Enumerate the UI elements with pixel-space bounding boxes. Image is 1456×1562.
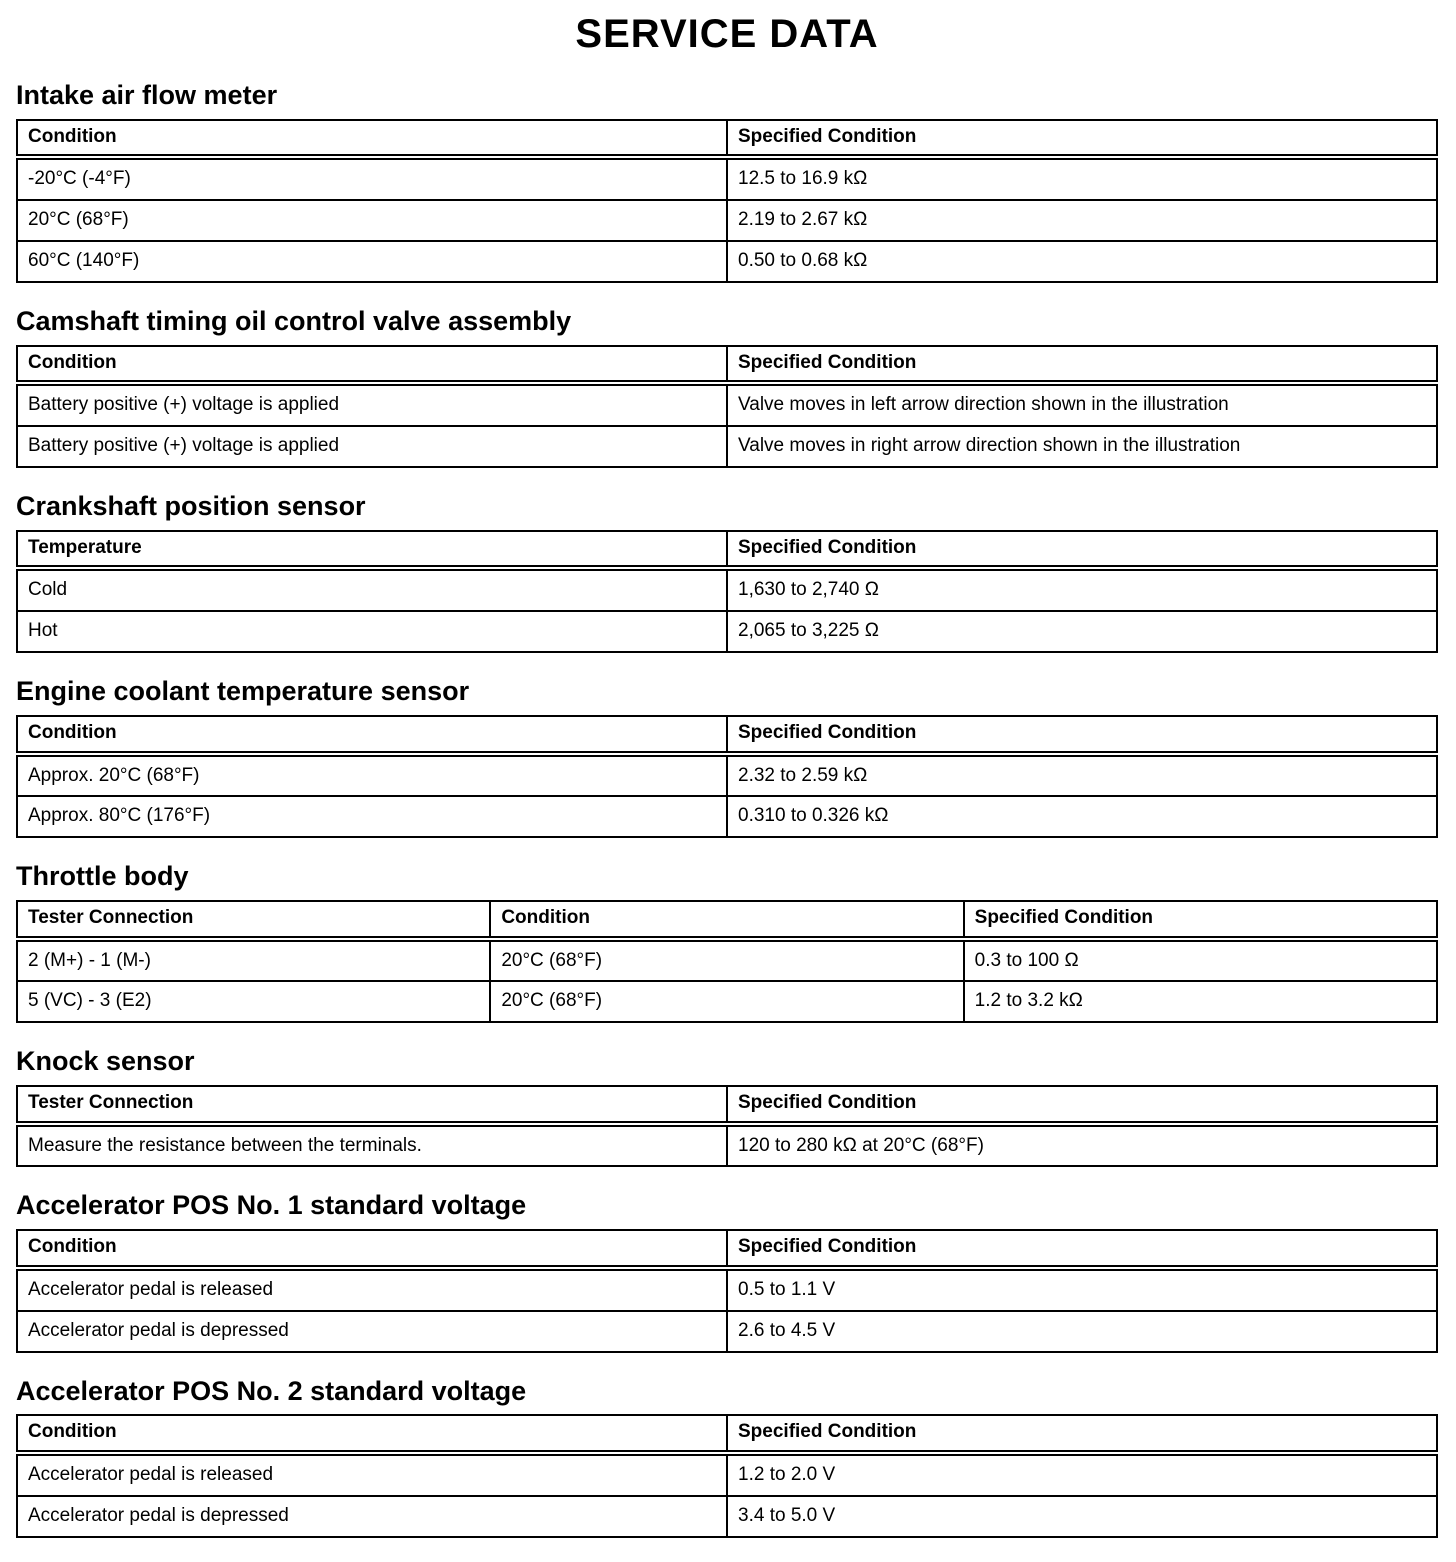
column-header: Specified Condition [727,120,1437,158]
table-cell: -20°C (-4°F) [17,157,727,200]
column-header: Specified Condition [727,1230,1437,1268]
table-header [17,346,1437,384]
table-cell: Approx. 20°C (68°F) [17,754,727,797]
table-row [17,426,1437,467]
table-body [17,754,1437,838]
table-row [17,1311,1437,1352]
table-cell: 20°C (68°F) [17,200,727,241]
header-row [17,120,1437,158]
section-title: Crankshaft position sensor [16,490,366,521]
table-cell: 0.5 to 1.1 V [727,1268,1437,1311]
spec-table [16,119,1438,283]
header-row [17,346,1437,384]
column-header: Tester Connection [17,1086,727,1124]
table-cell: 0.310 to 0.326 kΩ [727,796,1437,837]
table-row [17,383,1437,426]
table-row [17,1453,1437,1496]
column-header: Specified Condition [727,716,1437,754]
table-row [17,157,1437,200]
table-cell: Measure the resistance between the terminals. [17,1124,727,1167]
table-row [17,1124,1437,1167]
table-row [17,1496,1437,1537]
section-title: Engine coolant temperature sensor [16,676,470,707]
spec-table [16,900,1438,1023]
column-header: Specified Condition [727,346,1437,384]
section-title: Accelerator POS No. 1 standard voltage [16,1190,527,1221]
table-cell: Accelerator pedal is depressed [17,1496,727,1537]
table-cell: Battery positive (+) voltage is applied [17,426,727,467]
table-header [17,1086,1437,1124]
header-row [17,901,1437,939]
column-header: Condition [17,346,727,384]
column-header: Specified Condition [727,1415,1437,1453]
table-cell: 2.32 to 2.59 kΩ [727,754,1437,797]
table-cell: Accelerator pedal is depressed [17,1311,727,1352]
sections-container [16,81,1438,1538]
table-cell: 1.2 to 3.2 kΩ [964,981,1437,1022]
column-header: Condition [17,1415,727,1453]
table-row [17,754,1437,797]
table-header [17,716,1437,754]
table-cell: 2.6 to 4.5 V [727,1311,1437,1352]
table-row [17,939,1437,982]
spec-table [16,1229,1438,1352]
table-cell: Approx. 80°C (176°F) [17,796,727,837]
column-header: Condition [17,1230,727,1268]
spec-table [16,1414,1438,1537]
header-row [17,1230,1437,1268]
table-row [17,1268,1437,1311]
table-row [17,981,1437,1022]
header-row [17,716,1437,754]
table-cell: Valve moves in right arrow direction shown in the illustration [727,426,1437,467]
table-cell: 0.3 to 100 Ω [964,939,1437,982]
header-row [17,1086,1437,1124]
table-cell: 20°C (68°F) [490,981,963,1022]
table-row [17,568,1437,611]
table-cell: Accelerator pedal is released [17,1453,727,1496]
header-row [17,1415,1437,1453]
table-cell: 2,065 to 3,225 Ω [727,611,1437,652]
column-header: Temperature [17,531,727,569]
column-header: Tester Connection [17,901,490,939]
table-cell: 20°C (68°F) [490,939,963,982]
table-header [17,531,1437,569]
column-header: Condition [17,120,727,158]
table-body [17,568,1437,652]
table-cell: 1.2 to 2.0 V [727,1453,1437,1496]
section-title: Knock sensor [16,1046,195,1077]
table-cell: 2 (M+) - 1 (M-) [17,939,490,982]
table-cell: 1,630 to 2,740 Ω [727,568,1437,611]
page-title: SERVICE DATA [575,12,879,56]
table-row [17,200,1437,241]
table-cell: Battery positive (+) voltage is applied [17,383,727,426]
table-row [17,611,1437,652]
table-header [17,1415,1437,1453]
table-header [17,1230,1437,1268]
table-header [17,901,1437,939]
spec-table [16,715,1438,838]
table-body [17,1124,1437,1167]
table-cell: 5 (VC) - 3 (E2) [17,981,490,1022]
spec-table [16,1085,1438,1168]
table-cell: Accelerator pedal is released [17,1268,727,1311]
table-row [17,241,1437,282]
section-title: Accelerator POS No. 2 standard voltage [16,1375,527,1406]
column-header: Specified Condition [727,1086,1437,1124]
table-cell: Valve moves in left arrow direction shown in the illustration [727,383,1437,426]
table-cell: 0.50 to 0.68 kΩ [727,241,1437,282]
table-cell: 3.4 to 5.0 V [727,1496,1437,1537]
section-title: Camshaft timing oil control valve assembly [16,305,572,336]
column-header: Condition [490,901,963,939]
table-cell: 120 to 280 kΩ at 20°C (68°F) [727,1124,1437,1167]
section-title: Intake air flow meter [16,80,278,110]
column-header: Condition [17,716,727,754]
column-header: Specified Condition [727,531,1437,569]
table-cell: Cold [17,568,727,611]
header-row [17,531,1437,569]
table-cell: Hot [17,611,727,652]
table-body [17,157,1437,281]
table-cell: 12.5 to 16.9 kΩ [727,157,1437,200]
section-title: Throttle body [16,861,189,892]
spec-table [16,345,1438,468]
table-body [17,1268,1437,1352]
table-body [17,383,1437,467]
table-body [17,939,1437,1023]
table-row [17,796,1437,837]
table-cell: 60°C (140°F) [17,241,727,282]
table-cell: 2.19 to 2.67 kΩ [727,200,1437,241]
spec-table [16,530,1438,653]
column-header: Specified Condition [964,901,1437,939]
table-header [17,120,1437,158]
